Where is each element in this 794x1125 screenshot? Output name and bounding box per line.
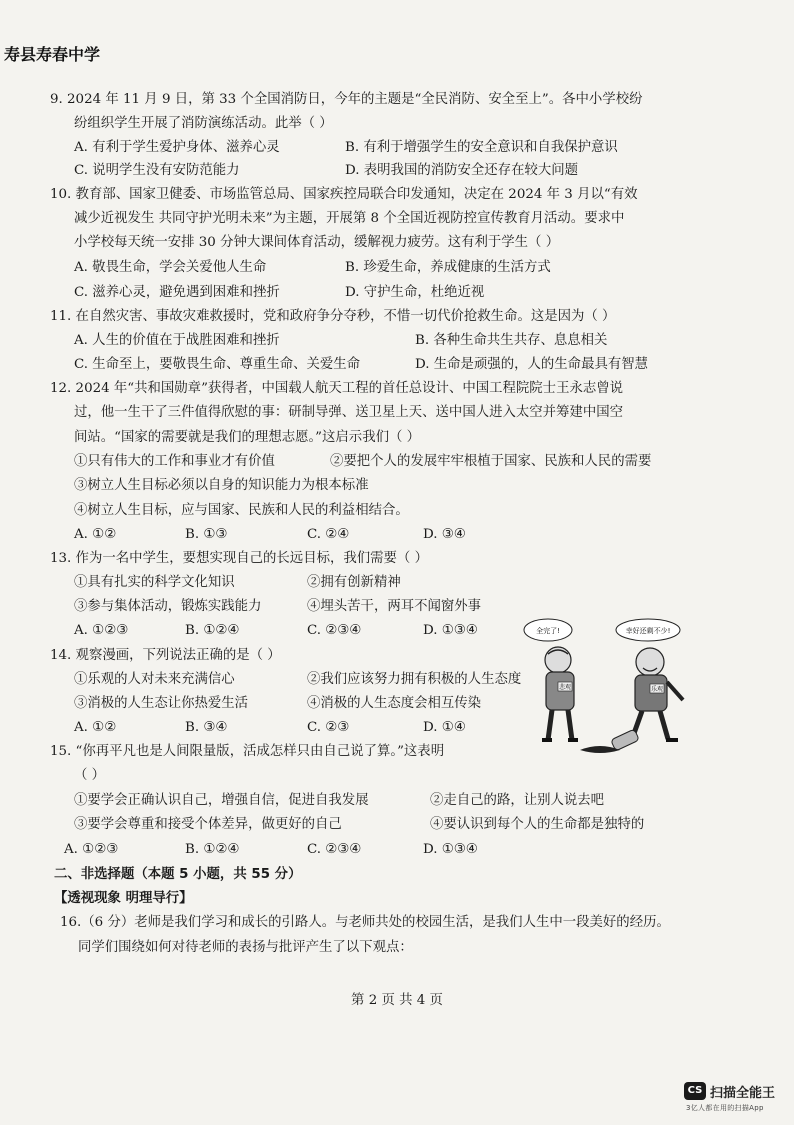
q9-option-b: B. 有利于增强学生的安全意识和自我保护意识 — [345, 140, 618, 155]
q11-option-d: D. 生命是顽强的，人的生命最具有智慧 — [415, 357, 649, 372]
q13-option-a: A. ①②③ — [74, 623, 129, 638]
q16-stem-line1: 16.（6 分）老师是我们学习和成长的引路人。与老师共处的校园生活，是我们人生中一段美好的经历。 — [60, 915, 670, 930]
q15-option-a: A. ①②③ — [64, 842, 119, 857]
q14-option-c: C. ②③ — [307, 720, 350, 735]
q10-option-c: C. 滋养心灵，避免遇到困难和挫折 — [74, 285, 280, 300]
q12-statement-3: ③树立人生目标必须以自身的知识能力为根本标准 — [74, 478, 369, 493]
q15-statement-4: ④要认识到每个人的生命都是独特的 — [430, 817, 645, 832]
school-header: 寿县寿春中学 — [4, 45, 101, 64]
q14-option-b: B. ③④ — [185, 720, 228, 735]
q15-option-b: B. ①②④ — [185, 842, 240, 857]
q11-stem-line1: 11. 在自然灾害、事故灾难救援时，党和政府争分夺秒，不惜一切代价抢救生命。这是因为（ ） — [50, 309, 616, 324]
q14-comic-illustration — [520, 612, 790, 762]
q14-statement-4: ④消极的人生态度会相互传染 — [307, 696, 482, 711]
camscanner-watermark-tagline: 3亿人都在用的扫描App — [686, 1104, 764, 1112]
q13-statement-4: ④埋头苦干，两耳不闻窗外事 — [307, 599, 482, 614]
q14-stem-line1: 14. 观察漫画，下列说法正确的是（ ） — [50, 648, 281, 663]
q12-option-b: B. ①③ — [185, 527, 228, 542]
q12-stem-line2: 过，他一生干了三件值得欣慰的事：研制导弹、送卫星上天、送中国人进入太空并筹建中国空 — [74, 405, 624, 420]
comic-shirt-right-text: 乐观 — [650, 686, 664, 693]
q14-statement-3: ③消极的人生态让你热爱生活 — [74, 696, 249, 711]
q13-stem-line1: 13. 作为一名中学生，要想实现自己的长远目标，我们需要（ ） — [50, 551, 428, 566]
q9-stem-line1: 9. 2024 年 11 月 9 日，第 33 个全国消防日，今年的主题是“全民消防、安全至上”。各中小学校纷 — [50, 92, 643, 107]
q10-option-d: D. 守护生命，杜绝近视 — [345, 285, 485, 300]
comic-shirt-left-text: 悲观 — [558, 684, 572, 691]
q9-stem-line2: 纷组织学生开展了消防演练活动。此举（ ） — [74, 116, 333, 131]
q9-option-a: A. 有利于学生爱护身体、滋养心灵 — [74, 140, 280, 155]
q12-statement-1: ①只有伟大的工作和事业才有价值 — [74, 454, 275, 469]
q15-statement-3: ③要学会尊重和接受个体差异，做更好的自己 — [74, 817, 342, 832]
q12-stem-line3: 间站。“国家的需要就是我们的理想志愿。”这启示我们（ ） — [74, 430, 421, 445]
q13-statement-1: ①具有扎实的科学文化知识 — [74, 575, 235, 590]
comic-pessimist-figure — [542, 647, 578, 740]
comic-bubble-right-text: 幸好还剩不少! — [625, 627, 671, 635]
q9-option-d: D. 表明我国的消防安全还存在较大问题 — [345, 163, 579, 178]
q13-option-d: D. ①③④ — [423, 623, 478, 638]
section2-subtitle: 【透视现象 明理导行】 — [54, 891, 193, 906]
q11-option-a: A. 人生的价值在于战胜困难和挫折 — [74, 333, 280, 348]
q10-option-b: B. 珍爱生命，养成健康的生活方式 — [345, 260, 551, 275]
q16-stem-line2: 同学们围绕如何对待老师的表扬与批评产生了以下观点： — [78, 940, 413, 955]
q14-option-a: A. ①② — [74, 720, 117, 735]
q10-option-a: A. 敬畏生命，学会关爱他人生命 — [74, 260, 267, 275]
q12-statement-4: ④树立人生目标，应与国家、民族和人民的利益相结合。 — [74, 503, 409, 518]
comic-bubble-left-text: 全完了! — [536, 627, 560, 635]
q13-statement-3: ③参与集体活动，锻炼实践能力 — [74, 599, 262, 614]
q13-option-c: C. ②③④ — [307, 623, 362, 638]
q15-stem-line1: 15. “你再平凡也是人间限量版，活成怎样只由自己说了算。”这表明 — [50, 744, 445, 759]
q12-option-c: C. ②④ — [307, 527, 350, 542]
q10-stem-line2: 减少近视发生 共同守护光明未来”为主题，开展第 8 个全国近视防控宣传教育月活动。要求中 — [74, 211, 625, 226]
q14-statement-1: ①乐观的人对未来充满信心 — [74, 672, 235, 687]
q15-option-d: D. ①③④ — [423, 842, 478, 857]
q15-statement-1: ①要学会正确认识自己，增强自信，促进自我发展 — [74, 793, 369, 808]
q12-option-a: A. ①② — [74, 527, 117, 542]
q12-statement-2: ②要把个人的发展牢牢根植于国家、民族和人民的需要 — [330, 454, 652, 469]
q13-statement-2: ②拥有创新精神 — [307, 575, 401, 590]
q11-option-c: C. 生命至上，要敬畏生命、尊重生命、关爱生命 — [74, 357, 361, 372]
q10-stem-line1: 10. 教育部、国家卫健委、市场监管总局、国家疾控局联合印发通知，决定在 2024 年 3 月以“有效 — [50, 187, 638, 202]
camscanner-watermark-name: 扫描全能王 — [710, 1086, 776, 1101]
q14-option-d: D. ①④ — [423, 720, 466, 735]
q12-option-d: D. ③④ — [423, 527, 466, 542]
camscanner-logo-icon: CS — [684, 1082, 706, 1100]
q15-option-c: C. ②③④ — [307, 842, 362, 857]
q9-option-c: C. 说明学生没有安防范能力 — [74, 163, 240, 178]
q11-option-b: B. 各种生命共生共存、息息相关 — [415, 333, 608, 348]
q13-option-b: B. ①②④ — [185, 623, 240, 638]
q15-stem-line2: （ ） — [74, 768, 106, 783]
page-number: 第 2 页 共 4 页 — [351, 993, 443, 1008]
q10-stem-line3: 小学校每天统一安排 30 分钟大课间体育活动，缓解视力疲劳。这有利于学生（ ） — [74, 235, 560, 250]
comic-bottle-icon — [580, 729, 639, 753]
q15-statement-2: ②走自己的路，让别人说去吧 — [430, 793, 605, 808]
q12-stem-line1: 12. 2024 年“共和国勋章”获得者，中国载人航天工程的首任总设计、中国工程院院士王永志曾说 — [50, 381, 624, 396]
comic-optimist-figure — [624, 648, 683, 740]
q14-statement-2: ②我们应该努力拥有积极的人生态度 — [307, 672, 522, 687]
section2-title: 二、非选择题（本题 5 小题，共 55 分） — [54, 867, 302, 882]
